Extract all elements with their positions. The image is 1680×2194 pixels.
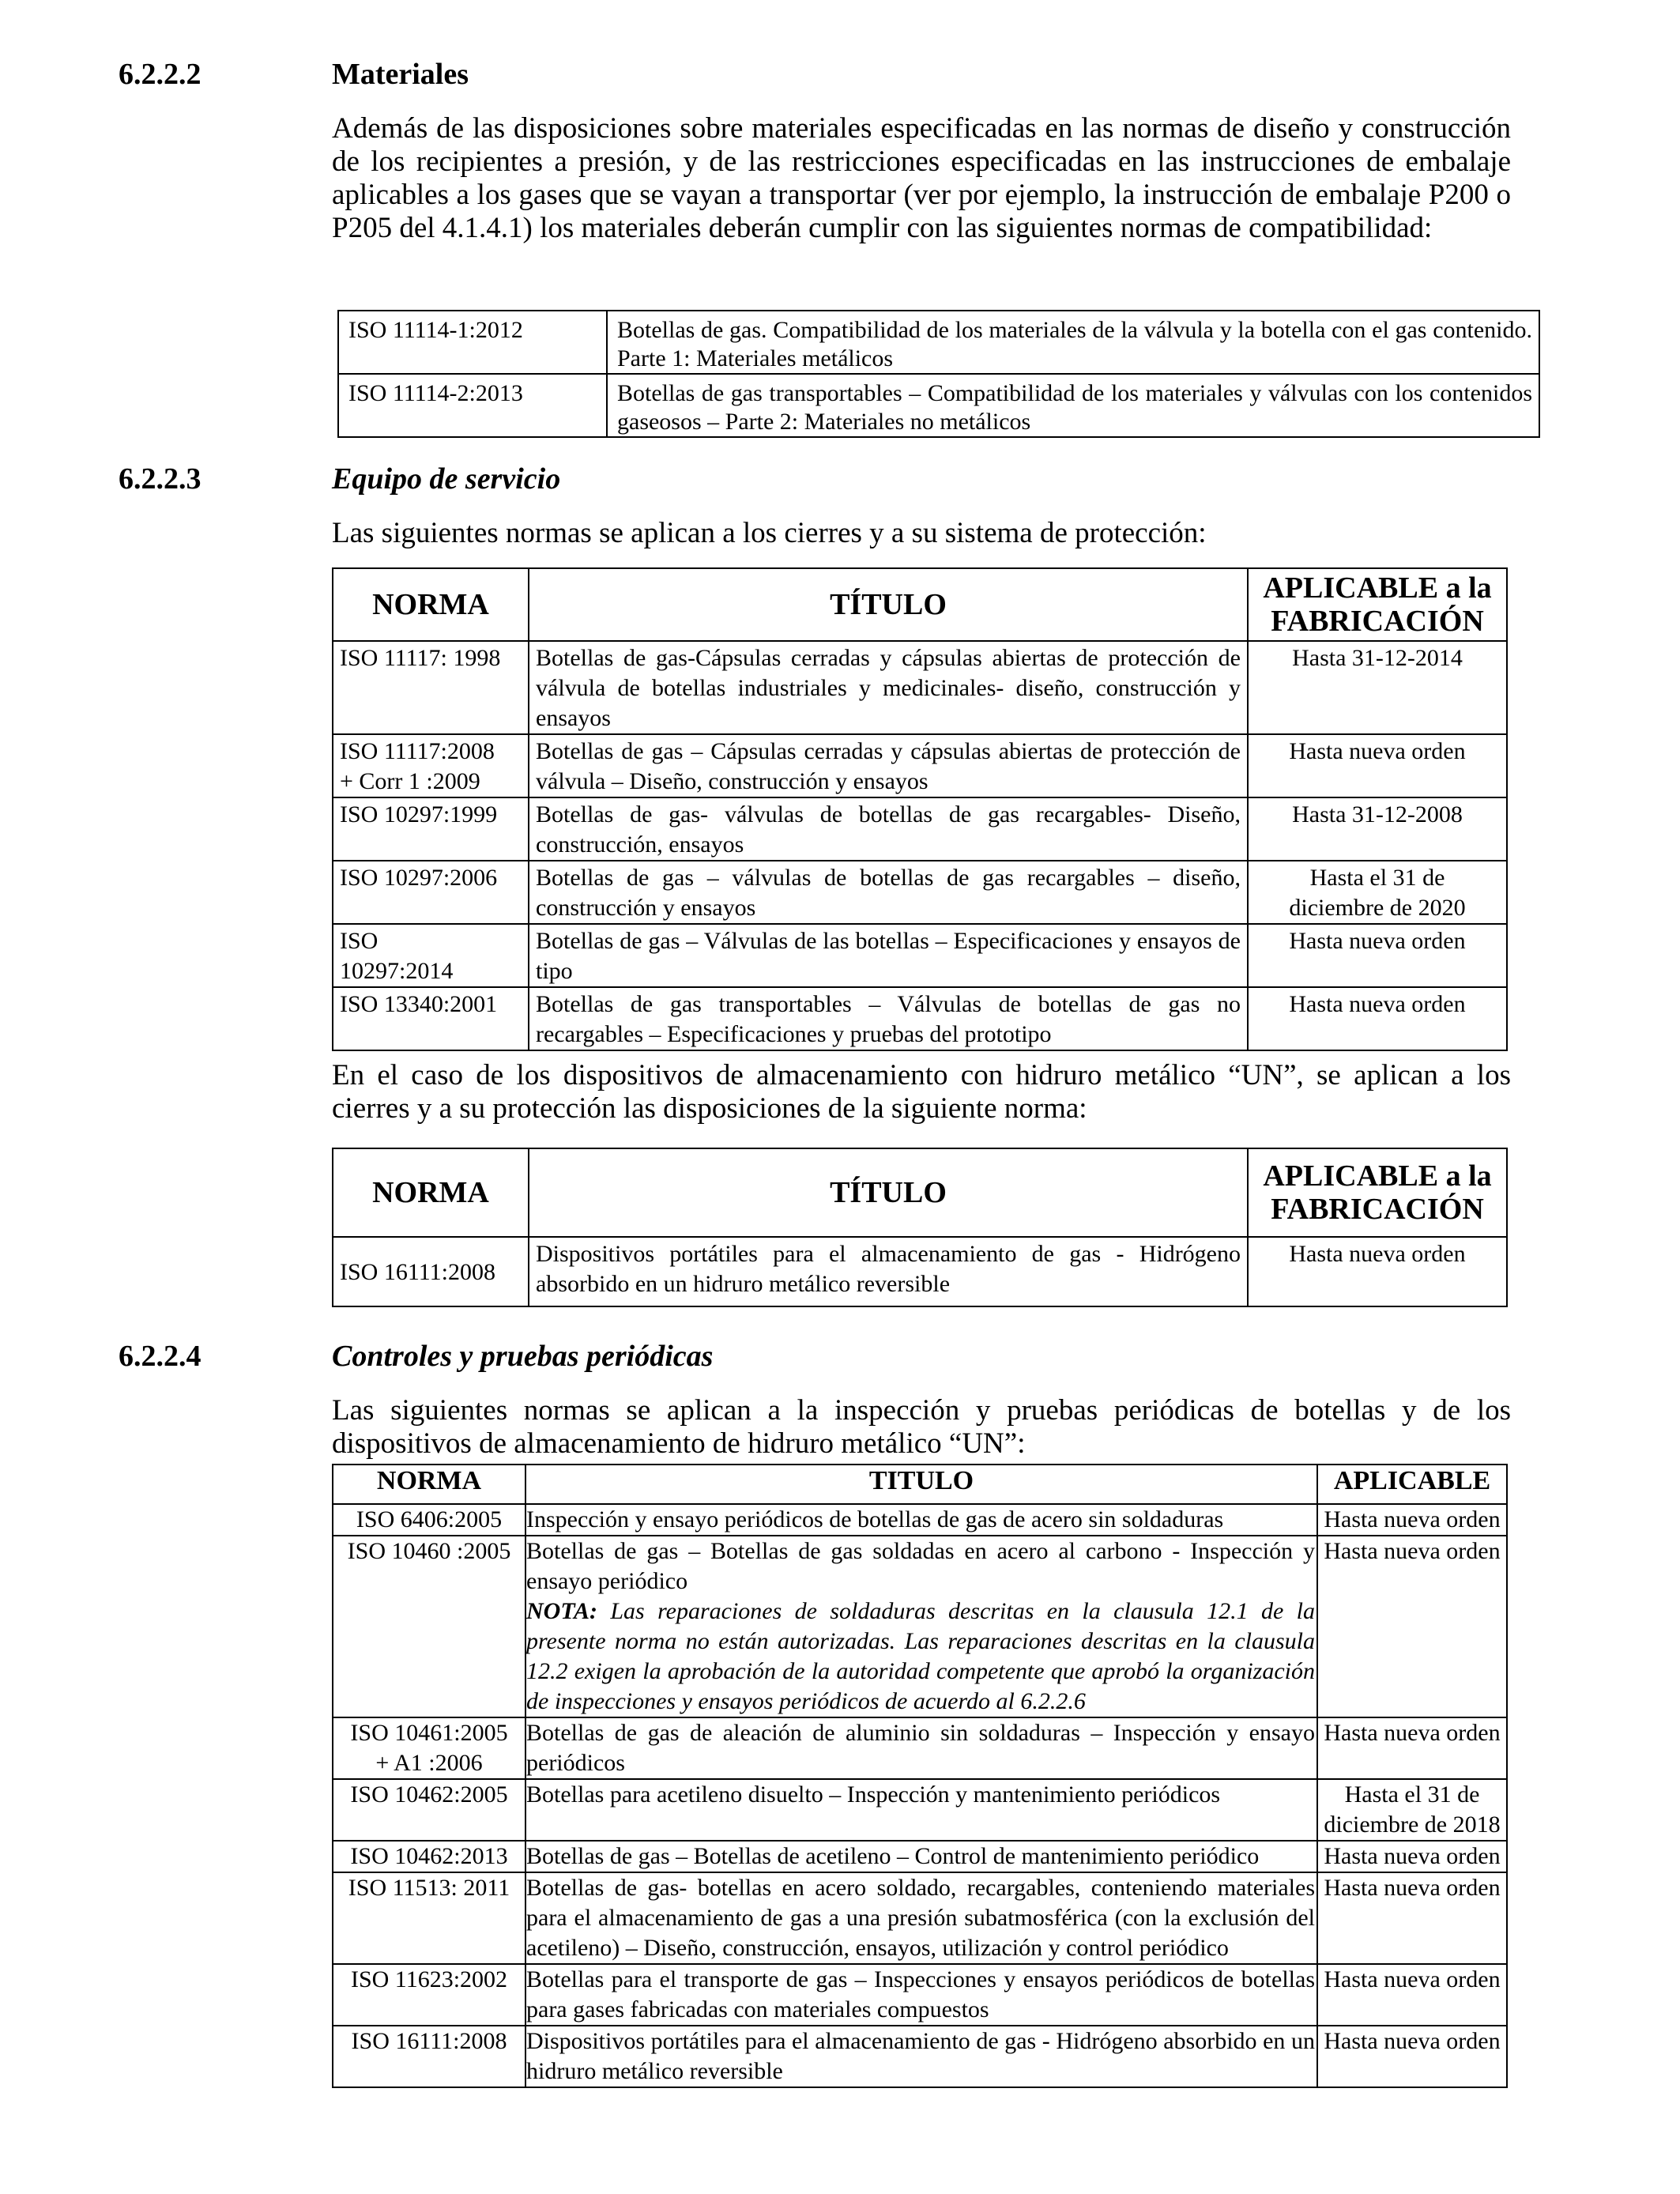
standard-line: ISO 11513: 2011 xyxy=(348,1875,510,1901)
standard-cell xyxy=(333,641,529,734)
header-aplicable xyxy=(1248,1148,1507,1237)
title-cell xyxy=(525,1504,1317,1536)
table-row xyxy=(333,1504,1507,1536)
applicable-line: diciembre de 2020 xyxy=(1289,895,1466,921)
table-row xyxy=(333,1872,1507,1964)
title-cell: Botellas de gas – válvulas de botellas de gas recargables – diseño, construcción y ensayos xyxy=(529,861,1248,924)
standard-cell xyxy=(333,1872,525,1964)
table-row xyxy=(338,374,1539,437)
standard-line: ISO 11117: 1998 xyxy=(340,645,501,671)
table-row xyxy=(333,2026,1507,2087)
section-paragraph: Las siguientes normas se aplican a la inspección y pruebas periódicas de botellas y de los dispositivos de almacenamiento de hidruro metálico “UN”: xyxy=(332,1394,1511,1460)
applicable-line: Hasta nueva orden xyxy=(1289,991,1466,1017)
section-heading: Materiales xyxy=(332,58,469,91)
table-row xyxy=(333,1779,1507,1841)
standard-line: + A1 :2006 xyxy=(375,1750,483,1776)
header-titulo: TÍTULO xyxy=(529,568,1248,641)
applicable-cell xyxy=(1317,1779,1507,1841)
standard-line: ISO 11623:2002 xyxy=(350,1966,508,1992)
standard-cell xyxy=(333,1536,525,1717)
applicable-line: Hasta nueva orden xyxy=(1324,1720,1501,1746)
section-number: 6.2.2.2 xyxy=(119,58,202,91)
applicable-line: Hasta nueva orden xyxy=(1324,2028,1501,2054)
standard-line: ISO 10297:2006 xyxy=(340,865,498,891)
standard-cell xyxy=(333,1964,525,2026)
applicable-line: Hasta 31-12-2014 xyxy=(1292,645,1463,671)
applicable-line: Hasta el 31 de xyxy=(1309,865,1445,891)
standard-line: ISO 11117:2008 xyxy=(340,738,495,764)
applicable-line: Hasta el 31 de xyxy=(1344,1781,1480,1808)
applicable-cell: Hasta nueva orden xyxy=(1248,1237,1507,1306)
header-aplicable-line: APLICABLE a la xyxy=(1263,571,1492,605)
header-titulo: TÍTULO xyxy=(529,1148,1248,1237)
applicable-line: Hasta nueva orden xyxy=(1289,928,1466,954)
applicable-cell xyxy=(1317,1536,1507,1717)
header-aplicable xyxy=(1248,568,1507,641)
applicable-cell xyxy=(1317,1872,1507,1964)
note-body: Las reparaciones de soldaduras descritas en la clausula 12.1 de la presente norma no están autorizadas. Las reparaciones descritas en la clausula 12.2 exigen la aprobación de la autoridad competente que aprobó la organización de inspecciones y ensayos periódicos de acuerdo al 6.2.2.6 xyxy=(526,1598,1315,1714)
applicable-line: Hasta nueva orden xyxy=(1324,1875,1501,1901)
applicable-cell xyxy=(1248,924,1507,987)
table-row xyxy=(333,797,1507,861)
header-norma: NORMA xyxy=(333,568,529,641)
header-norma: NORMA xyxy=(333,1148,529,1237)
title-cell xyxy=(525,1717,1317,1779)
standard-cell xyxy=(333,1779,525,1841)
section-heading: Controles y pruebas periódicas xyxy=(332,1340,714,1373)
header-aplicable-line: APLICABLE a la xyxy=(1263,1159,1492,1193)
periodic-inspection-table xyxy=(332,1464,1508,2088)
title-text: Botellas para acetileno disuelto – Inspección y mantenimiento periódicos xyxy=(526,1781,1221,1808)
title-text: Botellas de gas- botellas en acero soldado, recargables, conteniendo materiales para el almacenamiento de gas a una presión subatmosférica (con la exclusión del acetileno) – Diseño, construcción, ensayos, utilización y control periódico xyxy=(526,1875,1315,1961)
title-cell xyxy=(525,1536,1317,1717)
applicable-line: Hasta nueva orden xyxy=(1324,1538,1501,1564)
header-aplicable: APLICABLE xyxy=(1317,1465,1507,1504)
title-cell: Botellas de gas- válvulas de botellas de gas recargables- Diseño, construcción, ensayos xyxy=(529,797,1248,861)
title-text: Botellas de gas – Botellas de acetileno – Control de mantenimiento periódico xyxy=(526,1843,1260,1869)
standard-line: ISO 10460 :2005 xyxy=(347,1538,511,1564)
title-text: Botellas de gas de aleación de aluminio sin soldaduras – Inspección y ensayo periódicos xyxy=(526,1720,1315,1776)
title-cell: Botellas de gas transportables – Compatibilidad de los materiales y válvulas con los contenidos gaseosos – Parte 2: Materiales no metálicos xyxy=(607,374,1539,437)
table-row xyxy=(333,987,1507,1050)
applicable-cell xyxy=(1317,2026,1507,2087)
title-text: Dispositivos portátiles para el almacenamiento de gas - Hidrógeno absorbido en un hidruro metálico reversible xyxy=(526,2028,1315,2084)
title-cell: Botellas de gas – Válvulas de las botellas – Especificaciones y ensayos de tipo xyxy=(529,924,1248,987)
standard-line: ISO 10461:2005 xyxy=(350,1720,508,1746)
title-cell: Botellas de gas-Cápsulas cerradas y cápsulas abiertas de protección de válvula de botellas industriales y medicinales- diseño, construcción y ensayos xyxy=(529,641,1248,734)
standard-line: ISO 10462:2005 xyxy=(350,1781,508,1808)
standard-line: + Corr 1 :2009 xyxy=(340,768,480,794)
standard-line: ISO xyxy=(340,928,379,954)
section-paragraph: Las siguientes normas se aplican a los cierres y a su sistema de protección: xyxy=(332,517,1207,549)
applicable-cell xyxy=(1248,641,1507,734)
standard-cell xyxy=(333,861,529,924)
standard-cell: ISO 11114-2:2013 xyxy=(338,374,607,437)
standard-cell xyxy=(333,734,529,797)
periodic-inspection-body xyxy=(333,1504,1507,2087)
section-heading: Equipo de servicio xyxy=(332,462,561,496)
standard-line: ISO 10462:2013 xyxy=(350,1843,508,1869)
applicable-line: Hasta nueva orden xyxy=(1324,1966,1501,1992)
standard-line: ISO 6406:2005 xyxy=(356,1506,503,1532)
table-row xyxy=(333,641,1507,734)
standard-cell xyxy=(333,1841,525,1872)
table-row xyxy=(333,1717,1507,1779)
table-row xyxy=(333,1536,1507,1717)
section-paragraph: Además de las disposiciones sobre materiales especificadas en las normas de diseño y construcción de los recipientes a presión, y de las restricciones especificadas en las instrucciones de embalaje aplicables a los gases que se vayan a transportar (ver por ejemplo, la instrucción de embalaje P200 o P205 del 4.1.4.1) los materiales deberán cumplir con las siguientes normas de compatibilidad: xyxy=(332,112,1511,244)
section-paragraph: En el caso de los dispositivos de almacenamiento con hidruro metálico “UN”, se aplican a los cierres y a su protección las disposiciones de la siguiente norma: xyxy=(332,1059,1511,1125)
note-text xyxy=(526,1596,1315,1717)
applicable-line: diciembre de 2018 xyxy=(1324,1811,1501,1838)
applicable-cell xyxy=(1317,1717,1507,1779)
standard-cell xyxy=(333,1717,525,1779)
section-number: 6.2.2.4 xyxy=(119,1340,202,1373)
applicable-line: Hasta nueva orden xyxy=(1324,1506,1501,1532)
standard-cell: ISO 11114-1:2012 xyxy=(338,311,607,374)
header-aplicable-line: FABRICACIÓN xyxy=(1271,1193,1484,1226)
title-cell: Botellas de gas. Compatibilidad de los materiales de la válvula y la botella con el gas contenido. Parte 1: Materiales metálicos xyxy=(607,311,1539,374)
standard-cell xyxy=(333,1504,525,1536)
title-cell xyxy=(525,1964,1317,2026)
table-row xyxy=(333,924,1507,987)
table-row xyxy=(333,1964,1507,2026)
applicable-cell xyxy=(1317,1964,1507,2026)
standard-cell xyxy=(333,924,529,987)
title-cell xyxy=(525,2026,1317,2087)
table-row xyxy=(338,311,1539,374)
table-row xyxy=(333,1237,1507,1306)
table-header-row xyxy=(333,1148,1507,1237)
applicable-cell xyxy=(1248,861,1507,924)
standard-line: ISO 16111:2008 xyxy=(351,2028,507,2054)
applicable-cell xyxy=(1248,987,1507,1050)
standard-line: ISO 13340:2001 xyxy=(340,991,498,1017)
hydride-closure-table xyxy=(332,1148,1508,1307)
title-text: Inspección y ensayo periódicos de botellas de gas de acero sin soldaduras xyxy=(526,1506,1224,1532)
title-text: Botellas para el transporte de gas – Inspecciones y ensayos periódicos de botellas para gases fabricadas con materiales compuestos xyxy=(526,1966,1315,2022)
note-label: NOTA: xyxy=(526,1598,597,1624)
applicable-line: Hasta 31-12-2008 xyxy=(1292,801,1463,827)
standard-cell xyxy=(333,2026,525,2087)
header-titulo: TITULO xyxy=(525,1465,1317,1504)
applicable-cell xyxy=(1317,1504,1507,1536)
table-row xyxy=(333,734,1507,797)
header-aplicable-line: FABRICACIÓN xyxy=(1271,605,1484,638)
applicable-line: Hasta nueva orden xyxy=(1324,1843,1501,1869)
title-cell: Botellas de gas transportables – Válvulas de botellas de gas no recargables – Especificaciones y pruebas del prototipo xyxy=(529,987,1248,1050)
title-cell: Botellas de gas – Cápsulas cerradas y cápsulas abiertas de protección de válvula – Diseño, construcción y ensayos xyxy=(529,734,1248,797)
table-header-row xyxy=(333,568,1507,641)
title-cell xyxy=(525,1872,1317,1964)
standard-cell xyxy=(333,987,529,1050)
standard-cell xyxy=(333,797,529,861)
service-equipment-table xyxy=(332,567,1508,1051)
title-text: Botellas de gas – Botellas de gas soldadas en acero al carbono - Inspección y ensayo periódico xyxy=(526,1538,1315,1594)
table-header-row xyxy=(333,1465,1507,1504)
applicable-cell xyxy=(1248,734,1507,797)
title-cell xyxy=(525,1841,1317,1872)
materials-table-body xyxy=(338,311,1539,437)
title-cell: Dispositivos portátiles para el almacenamiento de gas - Hidrógeno absorbido en un hidruro metálico reversible xyxy=(529,1237,1248,1306)
service-equipment-body xyxy=(333,641,1507,1050)
table-row xyxy=(333,1841,1507,1872)
materials-table xyxy=(337,310,1540,438)
applicable-cell xyxy=(1248,797,1507,861)
standard-line: ISO 10297:1999 xyxy=(340,801,498,827)
header-norma: NORMA xyxy=(333,1465,525,1504)
standard-line: 10297:2014 xyxy=(340,958,454,984)
applicable-cell xyxy=(1317,1841,1507,1872)
standard-cell: ISO 16111:2008 xyxy=(333,1237,529,1306)
section-number: 6.2.2.3 xyxy=(119,462,202,496)
applicable-line: Hasta nueva orden xyxy=(1289,738,1466,764)
table-row xyxy=(333,861,1507,924)
title-cell xyxy=(525,1779,1317,1841)
